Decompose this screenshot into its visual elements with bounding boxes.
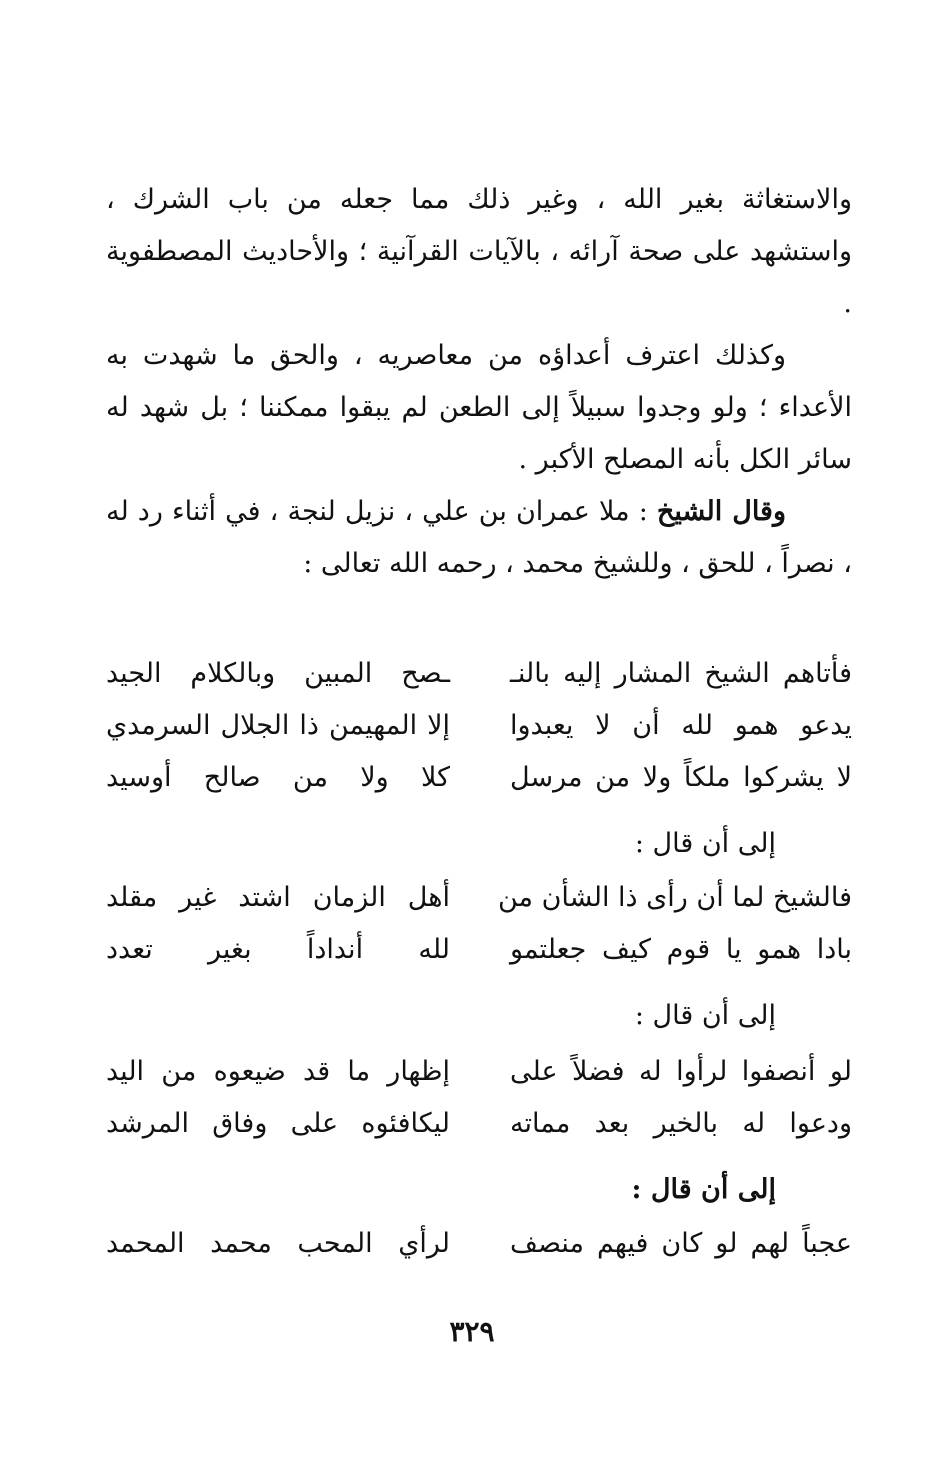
- paragraph-3-text: [106, 486, 852, 590]
- paragraph-2-text: وكذلك اعترف أعداؤه من معاصريه ، والحق ما شهدت به الأعداء ؛ ولو وجدوا سبيلاً إلى الطعن لم يبقوا ممكننا ؛ بل شهد له سائر الكل بأنه المصلح الأكبر .: [106, 340, 852, 475]
- verse-5-first-hemistich: بادا همو يا قوم كيف جعلتمو: [510, 934, 852, 965]
- paragraph-3-rest: : ملا عمران بن علي ، نزيل لنجة ، في أثناء رد له ، نصراً ، للحق ، وللشيخ محمد ، رحمه الله تعالى :: [106, 496, 852, 579]
- verse-1-second-hemistich: ـصح المبين وبالكلام الجيد: [106, 658, 450, 689]
- verse-4-first-hemistich: فالشيخ لما أن رأى ذا الشأن من: [498, 882, 852, 913]
- verse-4-second-hemistich: أهل الزمان اشتد غير مقلد: [106, 882, 450, 913]
- verse-1: [106, 648, 852, 700]
- page-number: ٣٢٩: [449, 1315, 495, 1348]
- verse-3: [106, 752, 852, 804]
- verse-2: [106, 700, 852, 752]
- verse-1-first-hemistich: فأتاهم الشيخ المشار إليه بالنـ: [510, 658, 852, 689]
- verse-8: [106, 1218, 852, 1270]
- verse-5-second-hemistich: لله أنداداً بغير تعدد: [106, 934, 450, 965]
- paragraph-1-text: والاستغاثة بغير الله ، وغير ذلك مما جعله من باب الشرك ، واستشهد على صحة آرائه ، بالآيات القرآنية ؛ والأحاديث المصطفوية .: [106, 184, 852, 319]
- verse-2-second-hemistich: إلا المهيمن ذا الجلال السرمدي: [106, 710, 450, 741]
- verse-5: [106, 924, 852, 976]
- verse-6-second-hemistich: إظهار ما قد ضيعوه من اليد: [106, 1056, 450, 1087]
- interlude-3: إلى أن قال :: [631, 1174, 776, 1205]
- verse-2-first-hemistich: يدعو همو لله أن لا يعبدوا: [510, 710, 852, 741]
- verse-8-first-hemistich: عجباً لهم لو كان فيهم منصف: [510, 1228, 852, 1259]
- verse-7-first-hemistich: ودعوا له بالخير بعد مماته: [510, 1108, 852, 1139]
- paragraph-3: [106, 486, 852, 590]
- interlude-2: إلى أن قال :: [634, 1000, 776, 1031]
- paragraph-2: [106, 330, 852, 486]
- verse-6-first-hemistich: لو أنصفوا لرأوا له فضلاً على: [510, 1056, 852, 1087]
- verse-7-second-hemistich: ليكافئوه على وفاق المرشد: [106, 1108, 450, 1139]
- paragraph-1: [106, 174, 852, 330]
- verse-4: [106, 872, 852, 924]
- verse-3-second-hemistich: كلا ولا من صالح أوسيد: [106, 762, 450, 793]
- verse-7: [106, 1098, 852, 1150]
- interlude-1: إلى أن قال :: [634, 828, 776, 859]
- verse-8-second-hemistich: لرأي المحب محمد المحمد: [106, 1228, 450, 1259]
- paragraph-3-lead: وقال الشيخ: [656, 496, 786, 527]
- verse-6: [106, 1046, 852, 1098]
- verse-3-first-hemistich: لا يشركوا ملكاً ولا من مرسل: [510, 762, 852, 793]
